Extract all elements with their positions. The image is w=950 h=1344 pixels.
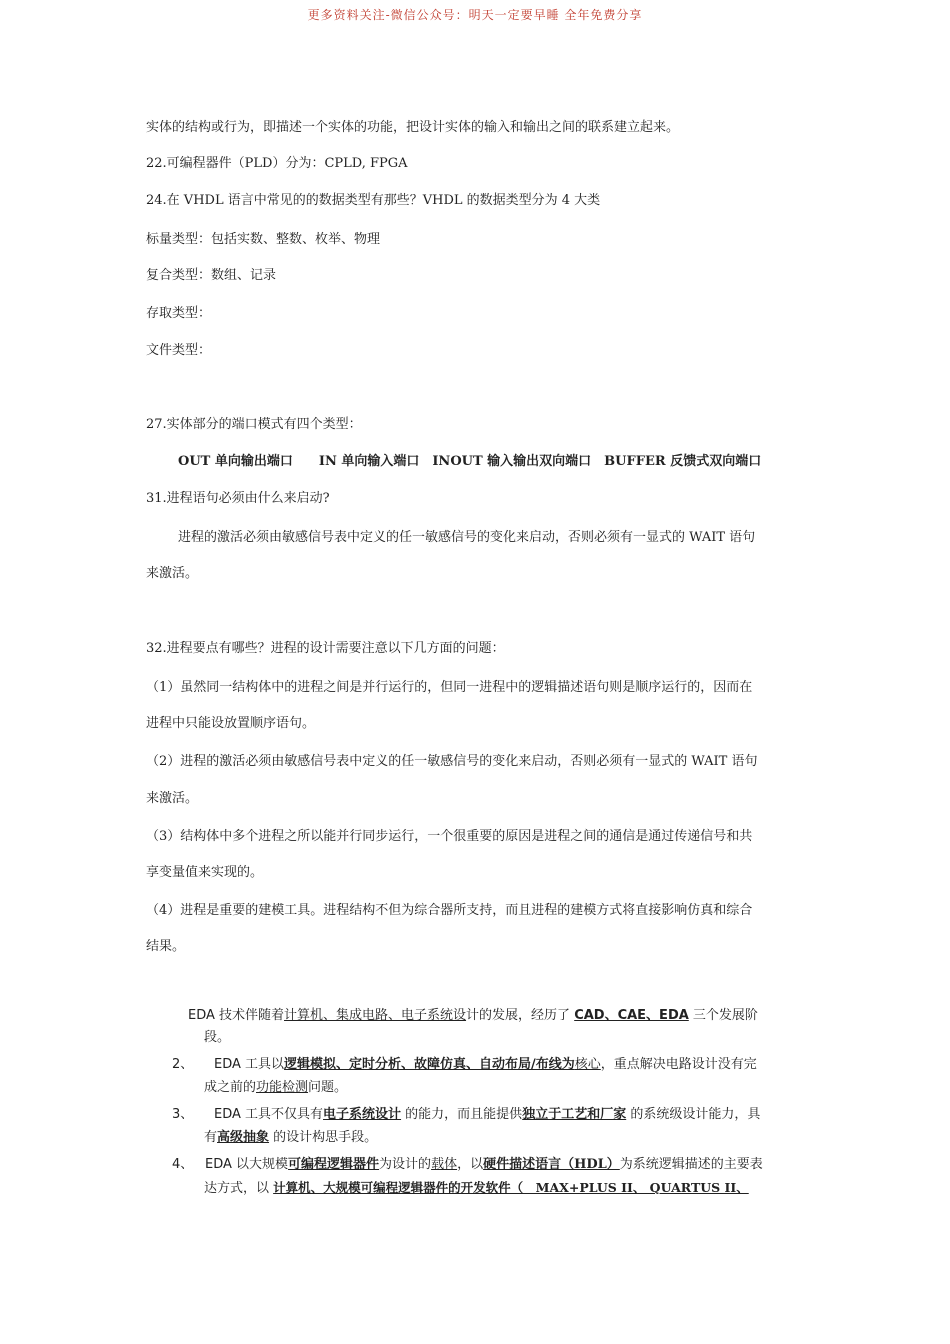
- eda-item-1-bold-d: CAD、CAE、EDA: [574, 1008, 689, 1023]
- text-line-20: （4）进程是重要的建模工具。进程结构不但为综合器所支持，而且进程的建模方式将直接影响仿真和综合: [146, 903, 753, 918]
- eda-item-3-bold-g: 高级抽象: [217, 1130, 270, 1145]
- eda-item-1-text-c: 计的发展，经历了: [466, 1008, 575, 1023]
- text-line-19: 享变量值来实现的。: [146, 865, 264, 880]
- eda-item-2-text-g: 问题。: [308, 1080, 348, 1095]
- text-line-12: 来激活。: [146, 566, 199, 581]
- text-line-13: 32.进程要点有哪些？进程的设计需要注意以下几方面的问题：: [146, 641, 505, 656]
- text-line-16: （2）进程的激活必须由敏感信号表中定义的任一敏感信号的变化来启动，否则必须有一显式的 WAIT 语句: [146, 754, 758, 769]
- text-line-14: （1）虽然同一结构体中的进程之间是并行运行的，但同一进程中的逻辑描述语句则是顺序运行的，因而在: [146, 680, 753, 695]
- text-line-18: （3）结构体中多个进程之所以能并行同步运行，一个很重要的原因是进程之间的通信是通过传递信号和共: [146, 829, 753, 844]
- text-line-6: 存取类型：: [146, 306, 212, 321]
- eda-item-2-line-2: [204, 1076, 347, 1095]
- eda-item-4-text-g: 为系统逻辑描述的主要表: [619, 1157, 763, 1172]
- eda-item-1-text-e: 三个发展阶: [688, 1008, 758, 1023]
- text-line-10: 31.进程语句必须由什么来启动?: [146, 491, 330, 506]
- eda-item-4-line-1: [205, 1153, 763, 1172]
- eda-item-2-number: 2、: [172, 1057, 194, 1072]
- text-line-15: 进程中只能设放置顺序语句。: [146, 716, 316, 731]
- eda-item-4-line-2: [204, 1177, 749, 1196]
- eda-item-3-number: 3、: [172, 1107, 194, 1122]
- eda-item-2-line-1: [214, 1053, 757, 1072]
- eda-item-4-underline-d: 载体: [431, 1157, 458, 1172]
- eda-item-2-underline-c: 核心: [574, 1057, 601, 1072]
- text-line-4: 标量类型：包括实数、整数、枚举、物理: [146, 232, 381, 247]
- text-line-11: 进程的激活必须由敏感信号表中定义的任一敏感信号的变化来启动，否则必须有一显式的 WAIT 语句: [178, 530, 756, 545]
- eda-item-3-text-a: EDA 工具不仅具有: [214, 1107, 324, 1122]
- eda-item-3-line-2: [204, 1126, 377, 1145]
- eda-item-3-text-c: 的能力，而且能提供: [401, 1107, 523, 1122]
- eda-item-3-text-h: 的设计构思手段。: [269, 1130, 378, 1145]
- eda-item-1-text-a: EDA 技术伴随着: [188, 1008, 285, 1023]
- text-line-17: 来激活。: [146, 791, 199, 806]
- eda-item-4-text-e: ，以: [457, 1157, 484, 1172]
- eda-item-2-text-e: 成之前的: [204, 1080, 257, 1095]
- eda-item-4-bold-i: 计算机、大规模可编程逻辑器件的开发软件（ MAX+PLUS II、 QUARTUS II、: [273, 1180, 749, 1195]
- eda-item-2-text-a: EDA 工具以: [214, 1057, 285, 1072]
- text-line-7: 文件类型：: [146, 343, 212, 358]
- eda-item-3-bold-b: 电子系统设计: [323, 1107, 402, 1122]
- eda-item-4-bold-f: 硬件描述语言（HDL）: [483, 1157, 620, 1172]
- port-modes-line: OUT 单向输出端口 IN 单向输入端口 INOUT 输入输出双向端口 BUFFER 反馈式双向端口: [178, 454, 762, 469]
- text-line-1: 实体的结构或行为，即描述一个实体的功能，把设计实体的输入和输出之间的联系建立起来。: [146, 120, 680, 135]
- eda-item-3-text-f: 有: [204, 1130, 218, 1145]
- eda-item-1-underline-b: 计算机、集成电路、电子系统设: [284, 1008, 467, 1023]
- text-line-21: 结果。: [146, 939, 186, 954]
- eda-item-1-line-1: [188, 1004, 758, 1023]
- eda-item-4-text-c: 为设计的: [379, 1157, 432, 1172]
- eda-item-2-underline-f: 功能检测: [256, 1080, 309, 1095]
- eda-item-4-bold-b: 可编程逻辑器件: [288, 1157, 380, 1172]
- eda-item-1-line-2: 段。: [204, 1030, 231, 1045]
- eda-item-4-number: 4、: [172, 1157, 194, 1172]
- eda-item-3-line-1: [214, 1103, 760, 1122]
- eda-item-3-text-e: 的系统级设计能力，具: [626, 1107, 761, 1122]
- eda-item-4-text-a: EDA 以大规模: [205, 1157, 289, 1172]
- text-line-2: 22.可编程器件（PLD）分为：CPLD, FPGA: [146, 156, 408, 171]
- eda-item-2-text-d: ，重点解决电路设计没有完: [600, 1057, 757, 1072]
- eda-item-3-bold-d: 独立于工艺和厂家: [522, 1107, 627, 1122]
- text-line-5: 复合类型：数组、记录: [146, 268, 277, 283]
- eda-item-2-bold-b: 逻辑模拟、定时分析、故障仿真、自动布局/布线为: [284, 1057, 575, 1072]
- eda-item-4-text-h: 达方式，以: [204, 1181, 274, 1196]
- header-banner: 更多资料关注-微信公众号：明天一定要早睡 全年免费分享: [307, 8, 643, 22]
- text-line-8: 27.实体部分的端口模式有四个类型：: [146, 417, 362, 432]
- text-line-3: 24.在 VHDL 语言中常见的的数据类型有那些？VHDL 的数据类型分为 4 大类: [146, 193, 601, 208]
